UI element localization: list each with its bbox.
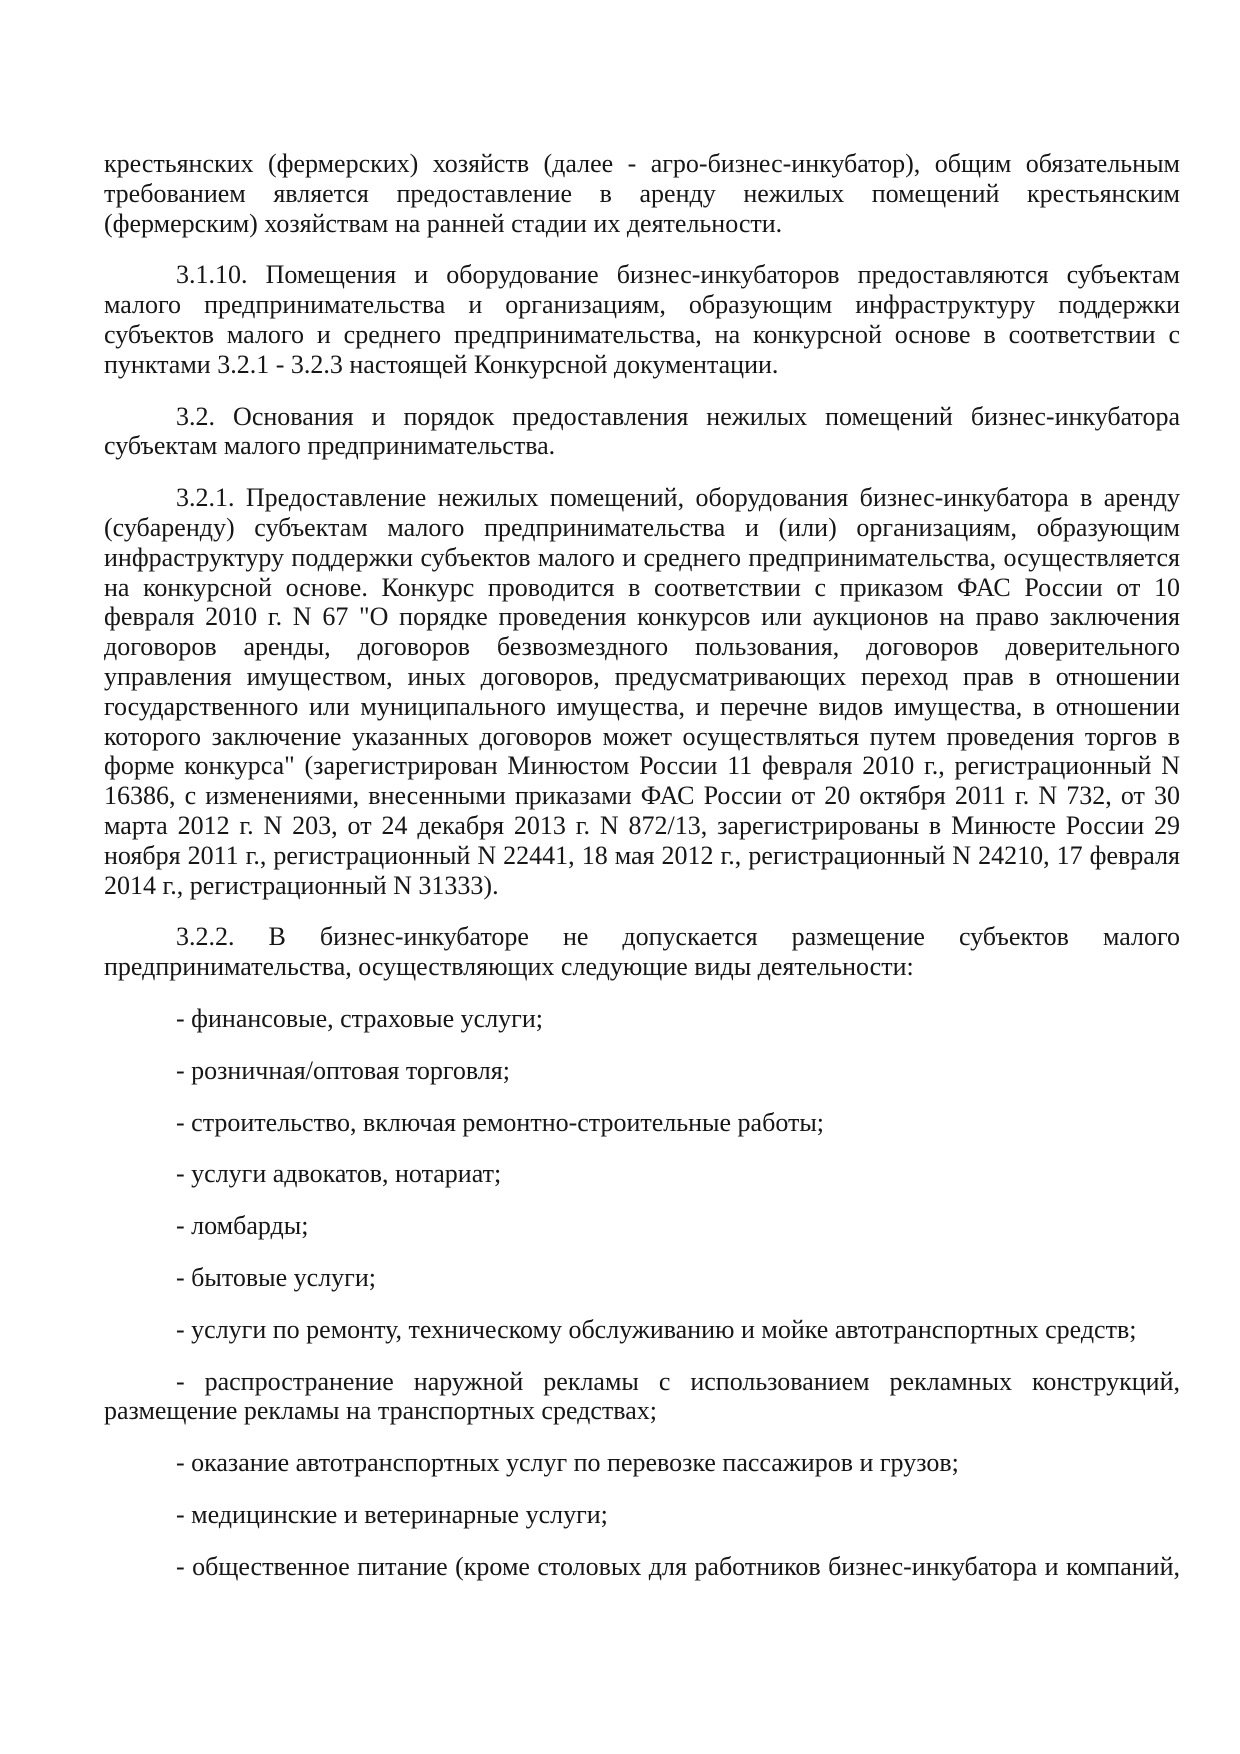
clause-3-2: 3.2. Основания и порядок предоставления нежилых помещений бизнес-инкубатора субъектам малого предпринимательства. <box>104 401 1180 461</box>
clause-3-2-2: 3.2.2. В бизнес-инкубаторе не допускается размещение субъектов малого предпринимательства, осуществляющих следующие виды деятельности: <box>104 922 1180 982</box>
list-item-household-services: - бытовые услуги; <box>176 1262 376 1292</box>
list-item-financial-services: - финансовые, страховые услуги; <box>176 1003 543 1033</box>
list-item-retail-wholesale: - розничная/оптовая торговля; <box>176 1055 510 1085</box>
list-item-transport-services: - оказание автотранспортных услуг по перевозке пассажиров и грузов; <box>176 1448 959 1478</box>
list-item-medical-veterinary: - медицинские и ветеринарные услуги; <box>176 1499 608 1529</box>
paragraph-continuation: крестьянских (фермерских) хозяйств (далее - агро-бизнес-инкубатор), общим обязательным требованием является предоставление в аренду нежилых помещений крестьянским (фермерским) хозяйствам на ранней стадии их деятельности. <box>104 149 1180 238</box>
list-item-construction: - строительство, включая ремонтно-строительные работы; <box>176 1107 825 1137</box>
document-text-block <box>104 149 1180 1603</box>
list-item-outdoor-advertising: - распространение наружной рекламы с использованием рекламных конструкций, размещение рекламы на транспортных средствах; <box>104 1366 1180 1426</box>
clause-3-1-10: 3.1.10. Помещения и оборудование бизнес-инкубаторов предоставляются субъектам малого предпринимательства и организациям, образующим инфраструктуру поддержки субъектов малого и среднего предпринимательства, на конкурсной основе в соответствии с пунктами 3.2.1 - 3.2.3 настоящей Конкурсной документации. <box>104 260 1180 379</box>
list-item-public-catering: - общественное питание (кроме столовых для работников бизнес-инкубатора и компаний, <box>176 1551 1180 1581</box>
list-item-pawnshops: - ломбарды; <box>176 1211 309 1241</box>
list-item-vehicle-repair: - услуги по ремонту, техническому обслуживанию и мойке автотранспортных средств; <box>176 1314 1137 1344</box>
clause-3-2-1: 3.2.1. Предоставление нежилых помещений, оборудования бизнес-инкубатора в аренду (субаренду) субъектам малого предпринимательства и (или) организациям, образующим инфраструктуру поддержки субъектов малого и среднего предпринимательства, осуществляется на конкурсной основе. Конкурс проводится в соответствии с приказом ФАС России от 10 февраля 2010 г. N 67 "О порядке проведения конкурсов или аукционов на право заключения договоров аренды, договоров безвозмездного пользования, договоров доверительного управления имуществом, иных договоров, предусматривающих переход прав в отношении государственного или муниципального имущества, и перечне видов имущества, в отношении которого заключение указанных договоров может осуществляться путем проведения торгов в форме конкурса" (зарегистрирован Минюстом России 11 февраля 2010 г., регистрационный N 16386, с изменениями, внесенными приказами ФАС России от 20 октября 2011 г. N 732, от 30 марта 2012 г. N 203, от 24 декабря 2013 г. N 872/13, зарегистрированы в Минюсте России 29 ноября 2011 г., регистрационный N 22441, 18 мая 2012 г., регистрационный N 24210, 17 февраля 2014 г., регистрационный N 31333). <box>104 483 1180 900</box>
list-item-lawyers-notary: - услуги адвокатов, нотариат; <box>176 1159 502 1189</box>
